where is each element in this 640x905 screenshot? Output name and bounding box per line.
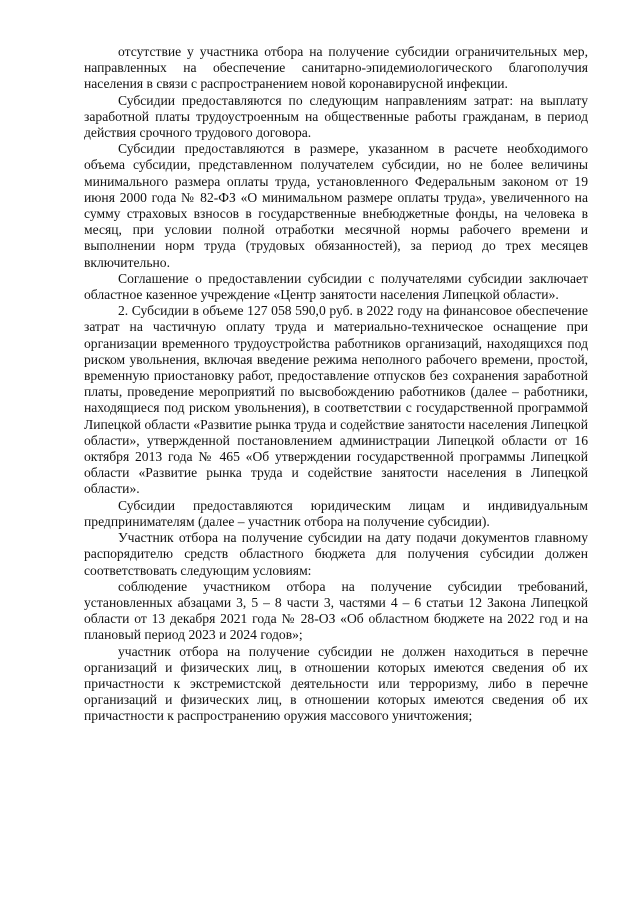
paragraph-9: участник отбора на получение субсидии не должен находиться в перечне организаций и физических лиц, в отношении которых имеются сведения об их причастности к экстремистской деятельности или терроризму, либо в перечне организаций и физических лиц, в отношении которых имеются сведения об их причастности к распространению оружия массового уничтожения; <box>84 643 588 724</box>
paragraph-4: Соглашение о предоставлении субсидии с получателями субсидии заключает областное казенное учреждение «Центр занятости населения Липецкой области». <box>84 270 588 303</box>
paragraph-2: Субсидии предоставляются по следующим направлениям затрат: на выплату заработной платы трудоустроенным на общественные работы гражданам, в период действия срочного трудового договора. <box>84 92 588 141</box>
paragraph-3: Субсидии предоставляются в размере, указанном в расчете необходимого объема субсидии, представленном получателем субсидии, но не более величины минимального размера оплаты труда, установленного Федеральным законом от 19 июня 2000 года № 82-ФЗ «О минимальном размере оплаты труда», увеличенного на сумму страховых взносов в государственные внебюджетные фонды, на человека в месяц, при условии полной отработки месячной нормы рабочего времени и выполнении норм труда (трудовых обязанностей), за период до трех месяцев включительно. <box>84 141 588 270</box>
paragraph-8: соблюдение участником отбора на получение субсидии требований, установленных абзацами 3, 5 – 8 части 3, частями 4 – 6 статьи 12 Закона Липецкой области от 13 декабря 2021 года № 28-ОЗ «Об областном бюджете на 2022 год и на плановый период 2023 и 2024 годов»; <box>84 578 588 643</box>
paragraph-5: 2. Субсидии в объеме 127 058 590,0 руб. в 2022 году на финансовое обеспечение затрат на частичную оплату труда и материально-техническое оснащение при организации временного трудоустройства работников организаций, находящихся под риском увольнения, включая введение режима неполного рабочего времени, простой, временную приостановку работ, предоставление отпусков без сохранения заработной платы, проведение мероприятий по высвобождению работников (далее – работники, находящиеся под риском увольнения), в соответствии с государственной программой Липецкой области «Развитие рынка труда и содействие занятости населения Липецкой области», утвержденной постановлением администрации Липецкой области от 16 октября 2013 года № 465 «Об утверждении государственной программы Липецкой области «Развитие рынка труда и содействие занятости населения в Липецкой области». <box>84 303 588 497</box>
paragraph-7: Участник отбора на получение субсидии на дату подачи документов главному распорядителю средств областного бюджета для получения субсидии должен соответствовать следующим условиям: <box>84 530 588 578</box>
paragraph-1: отсутствие у участника отбора на получение субсидии ограничительных мер, направленных на обеспечение санитарно-эпидемиологического благополучия населения в связи с распространением новой коронавирусной инфекции. <box>84 44 588 92</box>
paragraph-6: Субсидии предоставляются юридическим лицам и индивидуальным предпринимателям (далее – участник отбора на получение субсидии). <box>84 497 588 529</box>
